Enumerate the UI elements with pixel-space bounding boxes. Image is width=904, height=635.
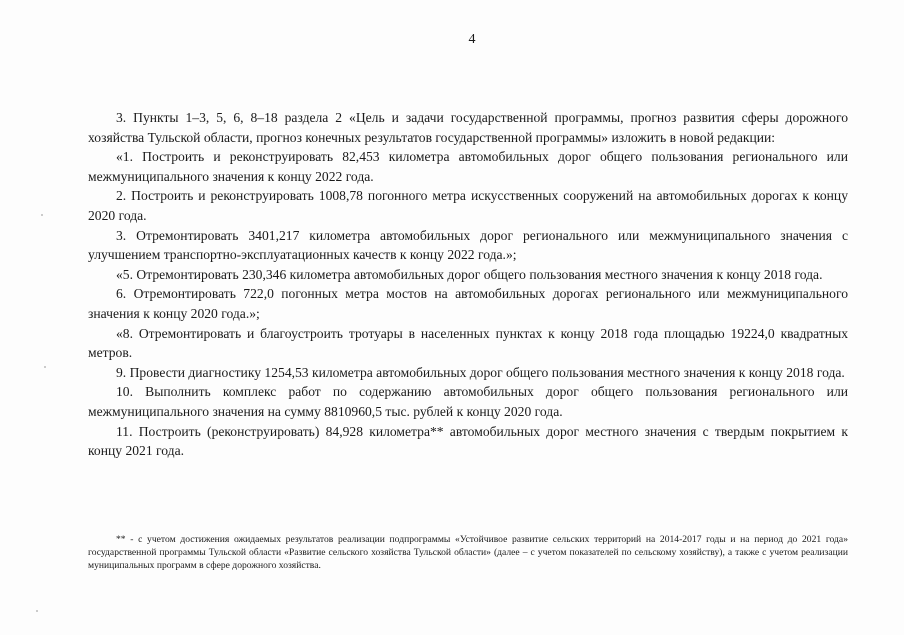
page-number: 4: [468, 32, 476, 47]
paragraph-item-1: «1. Построить и реконструировать 82,453 километра автомобильных дорог общего пользования регионального или межмуниципального значения к концу 2022 года.: [88, 149, 848, 184]
paragraph-item-2: 2. Построить и реконструировать 1008,78 погонного метра искусственных сооружений на автомобильных дорогах к концу 2020 года.: [88, 188, 848, 223]
scan-speck: [36, 610, 38, 612]
scan-speck: [41, 214, 43, 216]
paragraph-intro: 3. Пункты 1–3, 5, 6, 8–18 раздела 2 «Цель и задачи государственной программы, прогноз развития сферы дорожного хозяйства Тульской области, прогноз конечных результатов государственной программы» изложить в новой редакции:: [88, 110, 848, 145]
paragraph-item-6: 6. Отремонтировать 722,0 погонных метра мостов на автомобильных дорогах регионального или межмуниципального значения к концу 2020 года.»;: [88, 286, 848, 321]
paragraph-item-11: 11. Построить (реконструировать) 84,928 километра** автомобильных дорог местного значения с твердым покрытием к концу 2021 года.: [88, 423, 848, 459]
paragraph-item-10: 10. Выполнить комплекс работ по содержанию автомобильных дорог общего пользования регионального или межмуниципального значения на сумму 8810960,5 тыс. рублей к концу 2020 года.: [88, 384, 848, 419]
footnote: [88, 533, 848, 573]
scan-speck: [44, 366, 46, 368]
paragraph-item-5: «5. Отремонтировать 230,346 километра автомобильных дорог общего пользования местного значения к концу 2018 года.: [116, 266, 823, 282]
body-text: [88, 108, 848, 461]
paragraph-item-8: «8. Отремонтировать и благоустроить тротуары в населенных пунктах к концу 2018 года площадью 19224,0 квадратных метров.: [88, 325, 848, 361]
footnote-text: ** - с учетом достижения ожидаемых результатов реализации подпрограммы «Устойчивое развитие сельских территорий на 2014-2017 годы и на период до 2021 года» государственной программы Тульской области «Развитие сельского хозяйства Тульской области» (далее – с учетом показателей по сельскому хозяйству), а также с учетом реализации муниципальных программ в сфере дорожного хозяйства.: [88, 534, 848, 572]
paragraph-item-3: 3. Отремонтировать 3401,217 километра автомобильных дорог регионального или межмуниципального значения с улучшением транспортно-эксплуатационных качеств к концу 2022 года.»;: [88, 227, 848, 263]
paragraph-item-9: 9. Провести диагностику 1254,53 километра автомобильных дорог общего пользования местного значения к концу 2018 года.: [116, 364, 845, 380]
